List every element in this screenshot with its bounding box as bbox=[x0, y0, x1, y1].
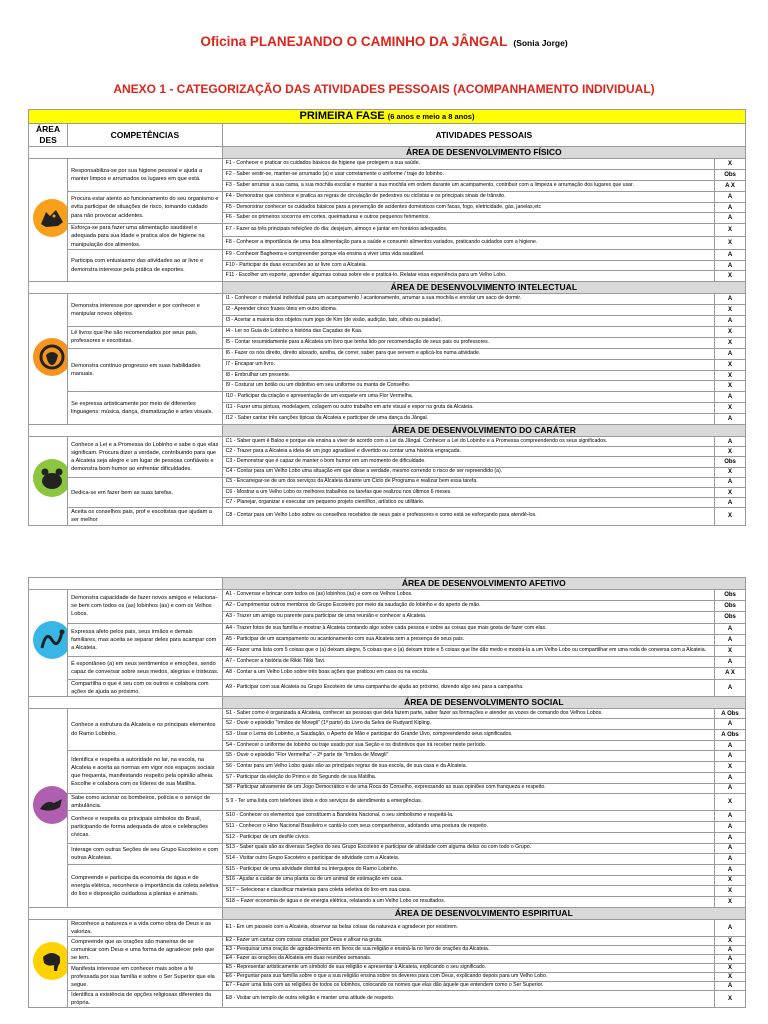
activity-mark: X bbox=[715, 467, 746, 477]
activity-text: S5 - Ouvir o episódio "Flor Vermelha" – 2ª parte de "Irmãos de Mowgli" bbox=[222, 751, 714, 762]
activity-mark: X bbox=[715, 403, 746, 414]
activity-row bbox=[29, 249, 746, 260]
activity-text: I10 - Participar da criação e apresentação de um esquete em uma Flor Vermelha. bbox=[222, 392, 714, 403]
area-name: ÁREA DE DESENVOLVIMENTO DO CARÁTER bbox=[222, 425, 745, 437]
area-header-row bbox=[29, 282, 746, 294]
title-text: Oficina PLANEJANDO O CAMINHO DA JÂNGAL bbox=[200, 34, 508, 49]
activity-mark: A bbox=[715, 657, 746, 668]
lion-icon bbox=[32, 337, 68, 377]
activity-text: F3 - Saber arrumar a sua cama, a sua mochila escolar e manter a sua mochila em ordem durante um acampamento, contribuir com a limpeza e arrumação dos lugares que usar. bbox=[222, 180, 714, 191]
activity-mark: X bbox=[715, 794, 746, 811]
activity-mark: A bbox=[715, 437, 746, 447]
activity-mark: X bbox=[715, 875, 746, 886]
activity-mark: A bbox=[715, 634, 746, 645]
activity-text: C3 - Demonstrar que é capaz de manter o bom humor em um momento de dificuldade. bbox=[222, 457, 714, 467]
area-header-blank bbox=[29, 696, 223, 708]
activity-mark: X bbox=[715, 645, 746, 656]
activity-row bbox=[29, 392, 746, 403]
activity-text: E8 - Visitar um templo de outra religião e manter uma atitude de respeito. bbox=[222, 990, 714, 1007]
activity-text: C2 - Trazer para a Alcateia a ideia de um jogo agradável e divertido ou contar uma história engraçada. bbox=[222, 447, 714, 457]
competency-cell: Demonstra contínuo progresso em suas habilidades manuais. bbox=[68, 348, 223, 392]
activity-mark: A bbox=[715, 854, 746, 865]
competency-cell: Procura estar atento ao funcionamento do seu organismo e evita participar de situações de risco, tomando cuidado para não provocar acidentes. bbox=[68, 191, 223, 224]
activity-row bbox=[29, 679, 746, 696]
elephant-icon bbox=[32, 941, 68, 981]
activity-text: F1 - Conhecer e praticar os cuidados básicos de higiene que protegem a sua saúde. bbox=[222, 159, 714, 170]
activity-text: F5 - Demonstrar conhecer os cuidados básicos para a prevenção de acidentes domésticos com facas, fogo, eletricidade, gás, janelas,etc bbox=[222, 202, 714, 213]
activity-text: S11 - Conhecer o Hino Nacional Brasileiro e cantá-lo com seus companheiros, adotando uma postura de respeito. bbox=[222, 822, 714, 833]
activity-text: A6 - Fazer uma lista com 5 coisas que o (a) deixam alegre, 5 coisas que o (a) deixam triste e 5 coisas que lhe dão medo e mostrá-la a um Velho Lobo ou compartilhar em uma roda de conversa com a Alcateia. bbox=[222, 645, 714, 656]
page-title bbox=[0, 34, 768, 49]
area-icon-cell bbox=[29, 708, 68, 907]
activity-row bbox=[29, 811, 746, 822]
area-name: ÁREA DE DESENVOLVIMENTO ESPIRITUAL bbox=[222, 907, 745, 919]
activity-row bbox=[29, 590, 746, 601]
activity-row bbox=[29, 919, 746, 936]
activity-text: A7 - Conhecer a história de Rikki Tikki Tavi. bbox=[222, 657, 714, 668]
activity-row bbox=[29, 224, 746, 237]
activity-row bbox=[29, 327, 746, 338]
activity-text: F9 - Conhecer Bagheera e compreender porque ela ensina a viver uma vida saudável. bbox=[222, 249, 714, 260]
activity-text: S10 - Conhecer os elementos que constituem a Bandeira Nacional, o seu simbolismo e respeitá-la. bbox=[222, 811, 714, 822]
activity-mark: A bbox=[715, 414, 746, 425]
activity-mark: X bbox=[715, 159, 746, 170]
activity-mark: X bbox=[715, 508, 746, 525]
activity-mark: X bbox=[715, 886, 746, 897]
col-activities: ATIVIDADES PESSOAIS bbox=[222, 124, 745, 147]
activity-row bbox=[29, 508, 746, 525]
activity-text: S4 - Conhecer o uniforme de lobinho ou traje usado por sua Seção e os distintivos que irá receber neste período. bbox=[222, 740, 714, 751]
activity-text: S 9 - Ter uma lista com telefones úteis e dos serviços de atendimento a emergências. bbox=[222, 794, 714, 811]
activity-text: S17 – Selecionar e classificar materiais para coleta seletiva do lixo em sua casa. bbox=[222, 886, 714, 897]
activity-mark: A X bbox=[715, 668, 746, 679]
competency-cell: Se expressa artisticamente por meio de diferentes linguagens: música, dança, dramatização e artes visuais. bbox=[68, 392, 223, 425]
bear-icon bbox=[32, 458, 68, 498]
activity-text: C4 - Contar para um Velho Lobo uma situação em que disse a verdade, mesmo correndo o risco de ser repreendido (a). bbox=[222, 467, 714, 477]
activity-row bbox=[29, 936, 746, 945]
area-header-blank bbox=[29, 147, 223, 159]
area-name: ÁREA DE DESENVOLVIMENTO FÍSICO bbox=[222, 147, 745, 159]
activity-mark: A bbox=[715, 740, 746, 751]
snake-icon bbox=[32, 620, 68, 660]
activity-mark: A bbox=[715, 783, 746, 794]
area-header-blank bbox=[29, 578, 223, 590]
activity-text: F6 - Saber os primeiros socorros em cortes, queimaduras e outros pequenos ferimentos. bbox=[222, 213, 714, 224]
activity-text: E6 - Perguntar para sua família sobre o que a sua religião ensina sobre os deveres para com Deus, explicando depois para um Velho Lobo. bbox=[222, 972, 714, 981]
area-header-row bbox=[29, 425, 746, 437]
competency-cell: Identifica a existência de opções religiosas diferentes da própria. bbox=[68, 990, 223, 1007]
activity-text: I11 - Fazer uma pintura, modelagem, colagem ou outro trabalho em arte visual e expor na gruta da Alcateia. bbox=[222, 403, 714, 414]
activity-text: F10 - Participar de duas excursões ao ar livre com a Alcateia. bbox=[222, 260, 714, 271]
activity-text: A9 - Participar com sua Alcateia ou Grupo Escoteiro de uma campanha de ajuda ao próximo, dizendo algo seu para a campanha. bbox=[222, 679, 714, 696]
col-area: ÁREA DES bbox=[29, 124, 68, 147]
competency-cell: Demonstra capacidade de fazer novos amigos e relaciona-se bem com todos os (as) lobinhos (as) e com os Velhos Lobos. bbox=[68, 590, 223, 624]
activity-mark: X bbox=[715, 305, 746, 316]
competency-cell: Esforça-se para fazer uma alimentação saudável e adequada para sua idade e pratica alos de higiene na manipulação dos alimentos. bbox=[68, 224, 223, 249]
activity-text: E5 - Representar artisticamente um símbolo de sua religião e apresentar à Alcateia, explicando o seu significado. bbox=[222, 963, 714, 972]
activity-mark: X bbox=[715, 381, 746, 392]
author: (Sonia Jorge) bbox=[513, 38, 568, 48]
panther-icon bbox=[32, 785, 68, 825]
activity-text: E4 - Fazer as orações da Alcateia em duas reuniões semanais. bbox=[222, 954, 714, 963]
activity-mark: X bbox=[715, 224, 746, 237]
area-icon-cell bbox=[29, 919, 68, 1007]
activity-mark: A bbox=[715, 477, 746, 487]
phase-cell bbox=[29, 110, 746, 124]
activity-mark: X bbox=[715, 936, 746, 945]
activity-text: S18 – Fazer economia de água e de energia elétrica, relatando a um Velho Lobo os resultados. bbox=[222, 896, 714, 907]
activity-row bbox=[29, 159, 746, 170]
activity-mark: A bbox=[715, 191, 746, 202]
area-icon-cell bbox=[29, 294, 68, 425]
competency-cell: Conhece e respeita os principais símbolos do Brasil, participando de forma adequada de atos e celebrações cívicas. bbox=[68, 811, 223, 843]
activity-text: F7 - Fazer as três principais refeições do dia: desjejum, almoço e jantar em horários adequados. bbox=[222, 224, 714, 237]
activity-text: A3 - Trazer um amigo ou parente para participar de uma reunião e conhecer a Alcateia. bbox=[222, 612, 714, 623]
table-part-2 bbox=[28, 577, 746, 1008]
activity-mark: A bbox=[715, 294, 746, 305]
competency-cell: Participa com entusiasmo das atividades ao ar livre e demonstra interesse pela prática de esportes. bbox=[68, 249, 223, 282]
area-header-blank bbox=[29, 282, 223, 294]
activity-text: I3 - Acertar a maioria dos objetos num jogo de Kim (de visão, audição, tato, olfato ou paladar). bbox=[222, 316, 714, 327]
activity-text: E7 - Fazer uma lista com as religiões de todos os lobinhos, colocando os nomes que elas dão àquele que entendem como o Ser Superior. bbox=[222, 981, 714, 990]
activity-text: C1 - Saber quem é Baloo e porque ele ensina a viver de acordo com a Lei da Jângal. Conhecer a Lei do Lobinho e a Promessa compreendendo os seus significados. bbox=[222, 437, 714, 447]
activity-text: C5 - Encarregar-se de um dos serviços da Alcateia durante um Ciclo de Programa e realizar bem essa tarefa. bbox=[222, 477, 714, 487]
activity-text: I1 - Conhecer o material individual para um acampamento / acantonamento, arrumar a sua mochila e enrolar um saco de dormir. bbox=[222, 294, 714, 305]
activity-text: A1 - Conversar e brincar com todos os (as) lobinhos (as) e com os Velhos Lobos. bbox=[222, 590, 714, 601]
block-2-body bbox=[29, 578, 746, 1008]
competency-cell: Identifica e respeita a autoridade no lar, na escola, na Alcateia e aceita as normas em vigor nos espaços sociais que frequenta, manifestando respeito pela opinião alheia. Escolhe e colabora com os líderes de sua Matilha. bbox=[68, 751, 223, 794]
activity-mark: X bbox=[715, 762, 746, 773]
activity-row bbox=[29, 990, 746, 1007]
activity-text: E2 - Fazer um cartaz com coisas criadas por Deus e afixar na gruta. bbox=[222, 936, 714, 945]
activity-row bbox=[29, 864, 746, 875]
phase-age: (6 anos e meio a 8 anos) bbox=[387, 112, 475, 121]
activity-row bbox=[29, 963, 746, 972]
area-name: ÁREA DE DESENVOLVIMENTO AFETIVO bbox=[222, 578, 745, 590]
activity-text: A5 - Participar de um acampamento ou acantonamento com sua Alcateia sem a presença de seus pais. bbox=[222, 634, 714, 645]
activity-text: S13 - Saber quais são as diversas Seções do seu Grupo Escoteiro e participar de atividade com alguma delas ou com todo o Grupo. bbox=[222, 843, 714, 854]
area-icon-cell bbox=[29, 159, 68, 282]
area-icon-cell bbox=[29, 437, 68, 526]
activity-row bbox=[29, 437, 746, 447]
activity-mark: A bbox=[715, 392, 746, 403]
competency-cell: Manifesta interesse em conhecer mais sobre a fé professada por sua família e sobre o Ser Superior que ela segue. bbox=[68, 963, 223, 990]
activity-mark: A bbox=[715, 945, 746, 954]
area-header-row bbox=[29, 907, 746, 919]
activity-text: S15 - Participar de uma atividade distrital ou interguipos do Ramo Lobinho. bbox=[222, 864, 714, 875]
competency-cell: Demonstra interesse por aprender e por conhecer e manipular novos objetos. bbox=[68, 294, 223, 327]
activity-row bbox=[29, 708, 746, 719]
activity-text: S7 - Participar da eleição do Primo e do Segundo de sua Matilha. bbox=[222, 772, 714, 783]
activity-text: S2 - Ouvir o episódio "Irmãos de Mowgli" (1ª parte) do Livro da Selva de Rudyard Kipling. bbox=[222, 719, 714, 730]
activity-text: S14 - Visitar outro Grupo Escoteiro e participar de atividade com a Alcateia. bbox=[222, 854, 714, 865]
phase-row bbox=[29, 110, 746, 124]
activity-text: S1 - Saber como é organizada a Alcateia, conhecer as pessoas que dela fazem parte, saber fazer as formações e atender as vozes de comando dos Velhos Lobos. bbox=[222, 708, 714, 719]
activity-mark: A bbox=[715, 316, 746, 327]
activity-text: S16 - Ajudar a cuidar de uma planta ou de um animal de estimação em casa. bbox=[222, 875, 714, 886]
activity-text: I5 - Contar resumidamente para a Alcateia um livro que tenha lido por recomendação de seus pais ou professores. bbox=[222, 337, 714, 348]
activity-text: F11 - Escolher um esporte, aprender algumas coisas sobre ele e praticá-lo. Relatar essa experiência para um Velho Lobo. bbox=[222, 271, 714, 282]
activity-row bbox=[29, 623, 746, 634]
activity-mark: X bbox=[715, 963, 746, 972]
activity-row bbox=[29, 348, 746, 359]
competency-cell: Lê livros que lhe são recomendados por seus pais, professores e escotistas. bbox=[68, 327, 223, 349]
area-header-row bbox=[29, 696, 746, 708]
activity-mark: A bbox=[715, 832, 746, 843]
activity-mark: Obs bbox=[715, 457, 746, 467]
activity-text: I2 - Aprender cinco frases úteis em outro idioma. bbox=[222, 305, 714, 316]
activity-mark: X bbox=[715, 237, 746, 250]
area-header-row bbox=[29, 147, 746, 159]
activity-row bbox=[29, 751, 746, 762]
activity-text: A2 - Cumprimentar outros membros do Grupo Escoteiro por meio da saudação do lobinho e do aperto de mão. bbox=[222, 601, 714, 612]
activity-text: I6 - Fazer os nós direito, direito alceado, azelha, de correr, saber para que servem e aplicá-los numa atividade. bbox=[222, 348, 714, 359]
activity-mark: X bbox=[715, 370, 746, 381]
activity-mark: A bbox=[715, 348, 746, 359]
activity-text: S8 - Participar ativamente de um Jogo Democrático e de uma Roca do Conselho, expressando as suas opiniões com franqueza e respeito. bbox=[222, 783, 714, 794]
area-icon-cell bbox=[29, 590, 68, 697]
activity-mark: A bbox=[715, 811, 746, 822]
competency-cell: Aceita os conselhos pais, prof e escotistas que ajudam a ser melhor bbox=[68, 508, 223, 525]
activity-mark: X bbox=[715, 896, 746, 907]
activity-row bbox=[29, 657, 746, 668]
activity-mark: A bbox=[715, 864, 746, 875]
activity-text: S12 - Participar de um desfile cívico. bbox=[222, 832, 714, 843]
competency-cell: Interage com outras Seções de seu Grupo Escoteiro e com outras Alcateias. bbox=[68, 843, 223, 864]
activity-text: E3 - Pesquisar uma oração de agradecimento em livros de sua religião e ensiná-la no livro de orações da Alcateia. bbox=[222, 945, 714, 954]
activity-mark: Obs bbox=[715, 590, 746, 601]
activity-text: S6 - Contar para um Velho Lobo quais são as principais regras de sua escola, de sua casa e da Alcateia. bbox=[222, 762, 714, 773]
activity-text: F8 - Conhecer a importância de uma boa alimentação para a saúde e consumir alimentos variados, praticando cuidados com a higiene. bbox=[222, 237, 714, 250]
activity-text: I7 - Encapar um livro. bbox=[222, 359, 714, 370]
activity-mark: A bbox=[715, 919, 746, 936]
activity-text: F2 - Saber vestir-se, manter-se arrumado (a) e usar corretamente o uniforme / traje do lobinho. bbox=[222, 169, 714, 180]
activity-mark: Obs bbox=[715, 169, 746, 180]
competency-cell: Responsabiliza-se por sua higiene pessoal e ajuda a manter limpos e arrumados os lugares em que está. bbox=[68, 159, 223, 192]
activity-mark: A bbox=[715, 751, 746, 762]
activity-mark: A Obs bbox=[715, 708, 746, 719]
activity-row bbox=[29, 843, 746, 854]
area-header-blank bbox=[29, 907, 223, 919]
activity-text: I9 - Costurar um botão ou um distintivo em seu uniforme ou manta de Conselho. bbox=[222, 381, 714, 392]
competency-cell: Dedica-se em fazer bem as suas tarefas. bbox=[68, 477, 223, 508]
activity-mark: A bbox=[715, 719, 746, 730]
activity-mark: A bbox=[715, 213, 746, 224]
phase-name: PRIMEIRA FASE bbox=[299, 110, 385, 122]
page-subtitle: ANEXO 1 - CATEGORIZAÇÃO DAS ATIVIDADES PESSOAIS (ACOMPANHAMENTO INDIVIDUAL) bbox=[113, 82, 655, 96]
area-name: ÁREA DE DESENVOLVIMENTO SOCIAL bbox=[222, 696, 745, 708]
activity-mark: A bbox=[715, 498, 746, 508]
activity-text: A8 - Contar a um Velho Lobo sobre três boas ações que praticou em casa ou na escola. bbox=[222, 668, 714, 679]
activity-text: I12 - Saber cantar três canções típicas da Alcateia e participar de uma dança da Jângal. bbox=[222, 414, 714, 425]
activity-row bbox=[29, 191, 746, 202]
activity-text: I8 - Embrulhar um presente. bbox=[222, 370, 714, 381]
activity-text: E1 - Em um passeio com a Alcateia, observar as belas coisas da natureza e agradecer por existirem. bbox=[222, 919, 714, 936]
wolf-icon bbox=[32, 198, 68, 238]
col-competencies: COMPETÊNCIAS bbox=[68, 124, 223, 147]
activity-mark: A bbox=[715, 260, 746, 271]
activity-mark: X bbox=[715, 271, 746, 282]
competency-cell: Expressa afeto pelos pais, seus irmãos e demais familiares, mas aceita se separar deles para acampar com a Alcateia. bbox=[68, 623, 223, 657]
competency-cell: Compartilha o que é seu com os outros e colabora com ações de ajuda ao próximo. bbox=[68, 679, 223, 696]
competency-cell: Reconhece a natureza e a vida como obra de Deus e as valoriza. bbox=[68, 919, 223, 936]
activity-mark: A Obs bbox=[715, 730, 746, 741]
activity-text: I4 - Ler no Guia do Lobinho a história das Caçadas de Kaa. bbox=[222, 327, 714, 338]
activity-mark: X bbox=[715, 972, 746, 981]
area-header-row bbox=[29, 578, 746, 590]
activity-mark: A bbox=[715, 822, 746, 833]
activity-mark: A bbox=[715, 843, 746, 854]
activity-text: F4 - Demonstrar que conhece e pratica as regras de circulação de pedestres ou ciclistas e os principais sinais de trânsito. bbox=[222, 191, 714, 202]
activity-text: C6 - Mostrar a um Velho Lobo os melhores trabalhos ou tarefas que realizou nos últimos 6 meses. bbox=[222, 487, 714, 497]
activity-mark: A X bbox=[715, 180, 746, 191]
competency-cell: Compreende que as orações são maneiras de se comunicar com Deus e uma forma de agradecer pelo que se tem. bbox=[68, 936, 223, 963]
activity-row bbox=[29, 477, 746, 487]
activity-mark: X bbox=[715, 487, 746, 497]
activity-mark: A bbox=[715, 954, 746, 963]
competency-cell: Conhece a Lei e a Promessa do Lobinho e sabe o que elas significam. Procura dizer a verdade, contribuindo para que a Alcateia seja alegre e um lugar de pessoas confiáveis e demonstra bom humor ao enfrentar dificuldades. bbox=[68, 437, 223, 478]
column-header-row bbox=[29, 124, 746, 147]
activity-row bbox=[29, 294, 746, 305]
activity-mark: X bbox=[715, 337, 746, 348]
competency-cell: Sabe como acionar os bombeiros, polícia e o serviço de ambulância. bbox=[68, 794, 223, 811]
activity-text: S3 - Usar o Lema do Lobinho, a Saudação, o Aperto de Mão e participar do Grande Uivo, compreendendo seus significados. bbox=[222, 730, 714, 741]
activity-mark: Obs bbox=[715, 612, 746, 623]
area-header-blank bbox=[29, 425, 223, 437]
activity-mark: A bbox=[715, 202, 746, 213]
block-1-body bbox=[29, 147, 746, 526]
activity-text: C8 - Contar para um Velho Lobo sobre os conselhos recebidos de seus pais e professores e como está se esforçando para atendê-los. bbox=[222, 508, 714, 525]
competency-cell: Compreende e participa da economia de água e de energia elétrica, reconhece a importância da coleta seletiva do lixo e disposição cuidadosa a plantas e animais. bbox=[68, 864, 223, 907]
activity-mark: X bbox=[715, 327, 746, 338]
activity-mark: A bbox=[715, 249, 746, 260]
activity-text: A4 - Trazer fotos de sua família e mostrar à Alcateia contando algo sobre cada pessoa e sobre as coisas que mais gosta de fazer com elas. bbox=[222, 623, 714, 634]
activity-text: C7 - Planejar, organizar e executar um pequeno projeto científico, artístico ou utilitário. bbox=[222, 498, 714, 508]
competency-cell: É espontâneo (a) em seus sentimentos e emoções, sendo capaz de conversar sobre seus medos, alegrias e tristezas. bbox=[68, 657, 223, 679]
activity-row bbox=[29, 794, 746, 811]
activity-mark: A bbox=[715, 772, 746, 783]
table-part-1 bbox=[28, 109, 746, 526]
activity-mark: X bbox=[715, 447, 746, 457]
activity-mark: X bbox=[715, 359, 746, 370]
activity-mark: Obs bbox=[715, 601, 746, 612]
activity-mark: A bbox=[715, 981, 746, 990]
competency-cell: Conhece a estrutura da Alcateia e os principais elementos do Ramo Lobinho. bbox=[68, 708, 223, 751]
activity-mark: A bbox=[715, 679, 746, 696]
activity-mark: X bbox=[715, 990, 746, 1007]
activity-mark: A bbox=[715, 623, 746, 634]
area-name: ÁREA DE DESENVOLVIMENTO INTELECTUAL bbox=[222, 282, 745, 294]
